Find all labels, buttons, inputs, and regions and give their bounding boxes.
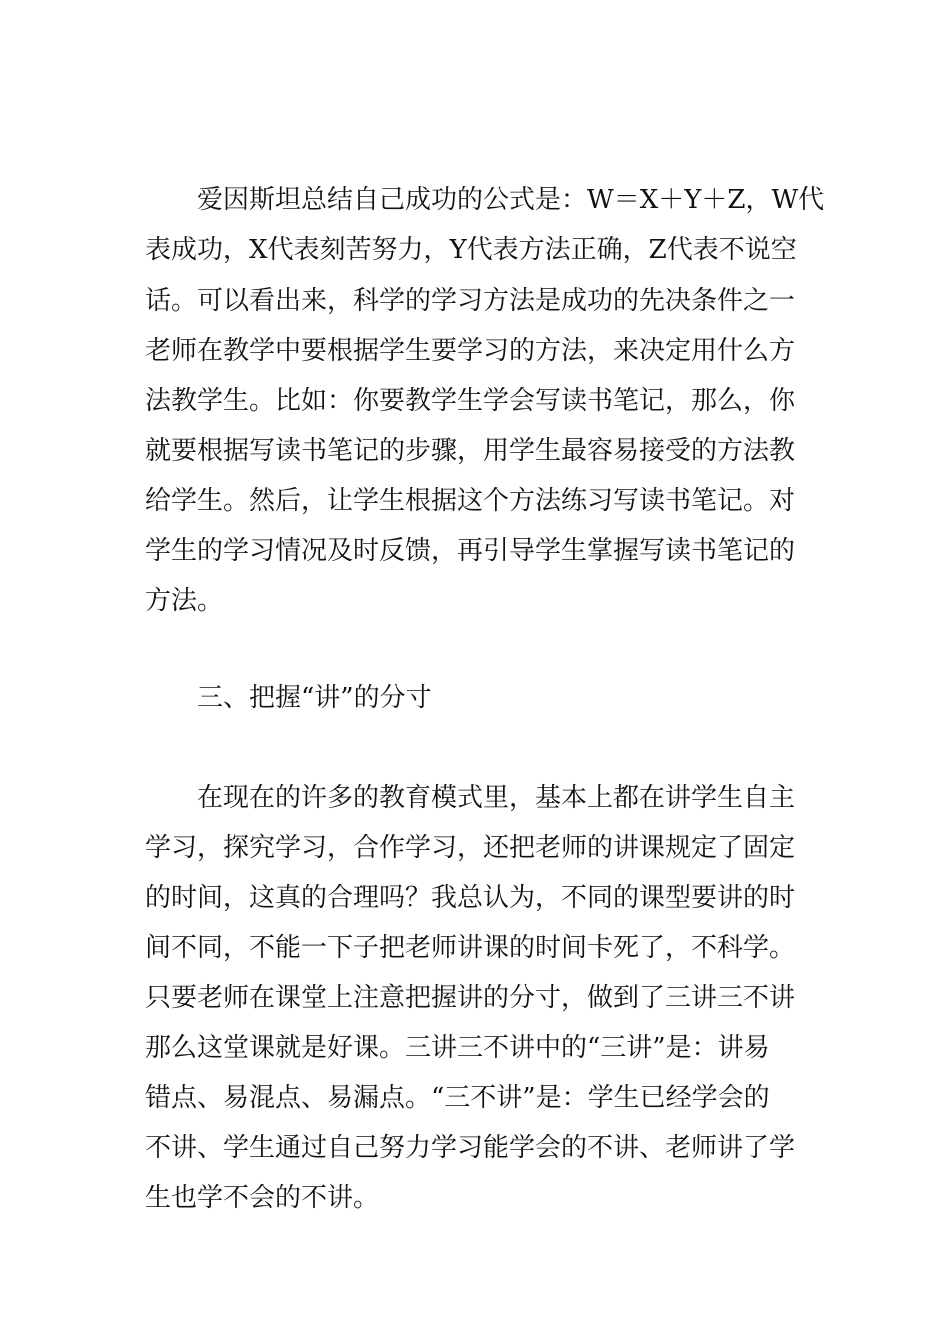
paragraph-2-line: 的时间，这真的合理吗？我总认为，不同的课型要讲的时	[145, 883, 796, 913]
paragraph-1-line: 话。可以看出来，科学的学习方法是成功的先决条件之一	[145, 286, 796, 316]
paragraph-2-line: 只要老师在课堂上注意把握讲的分寸，做到了三讲三不讲	[145, 983, 796, 1013]
paragraph-1-line: 表成功，X代表刻苦努力，Y代表方法正确，Z代表不说空	[145, 235, 797, 265]
paragraph-2-line: 错点、易混点、易漏点。“三不讲”是：学生已经学会的	[145, 1083, 770, 1113]
paragraph-1-line: 方法。	[145, 586, 224, 616]
paragraph-1-line: 就要根据写读书笔记的步骤，用学生最容易接受的方法教	[145, 436, 796, 466]
paragraph-1-line: 爱因斯坦总结自己成功的公式是：W＝X＋Y＋Z，W代	[145, 185, 825, 215]
paragraph-2-line: 不讲、学生通过自己努力学习能学会的不讲、老师讲了学	[145, 1133, 796, 1163]
paragraph-2-line: 间不同，不能一下子把老师讲课的时间卡死了，不科学。	[145, 933, 796, 963]
paragraph-2-line: 学习，探究学习，合作学习，还把老师的讲课规定了固定	[145, 833, 796, 863]
paragraph-1-line: 学生的学习情况及时反馈，再引导学生掌握写读书笔记的	[145, 536, 796, 566]
paragraph-1-line: 法教学生。比如：你要教学生学会写读书笔记，那么，你	[145, 386, 796, 416]
paragraph-2-line: 生也学不会的不讲。	[145, 1183, 380, 1213]
paragraph-1-line: 给学生。然后，让学生根据这个方法练习写读书笔记。对	[145, 486, 796, 516]
paragraph-1-line: 老师在教学中要根据学生要学习的方法，来决定用什么方	[145, 336, 796, 366]
paragraph-2-line: 那么这堂课就是好课。三讲三不讲中的“三讲”是：讲易	[145, 1033, 770, 1063]
paragraph-2-line: 在现在的许多的教育模式里，基本上都在讲学生自主	[145, 783, 796, 813]
section-heading: 三、把握“讲”的分寸	[145, 683, 432, 713]
